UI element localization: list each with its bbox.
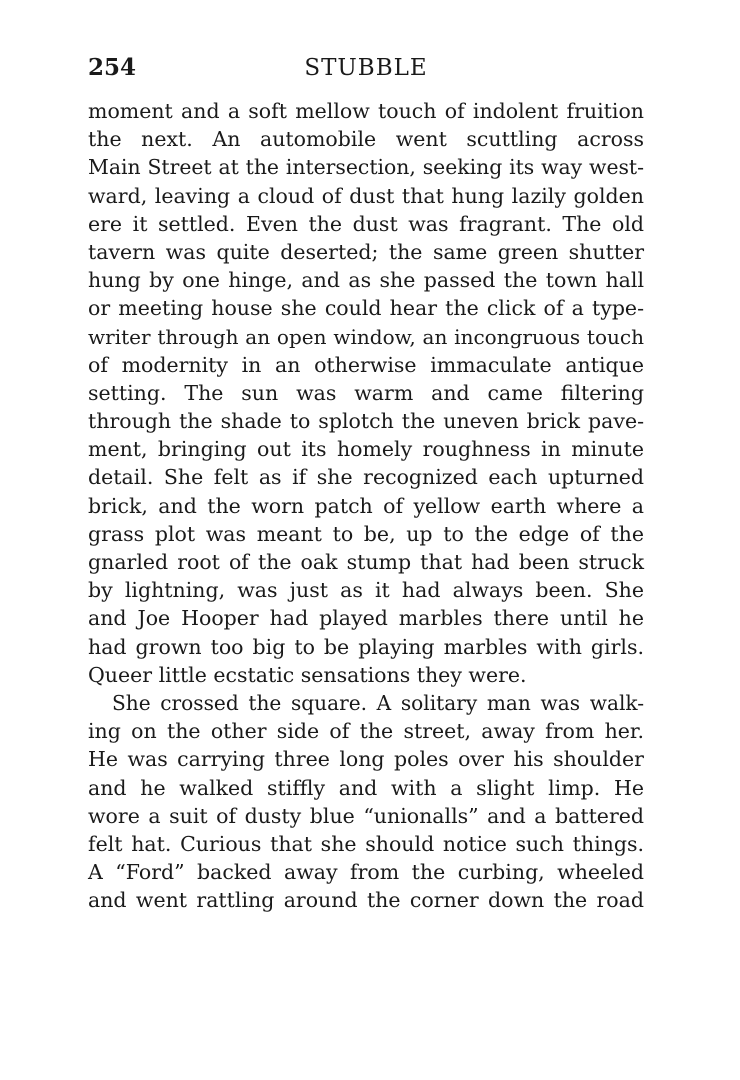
- text-line: setting. The sun was warm and came filtering: [88, 380, 644, 405]
- text-line: ward, leaving a cloud of dust that hung lazily golden: [88, 183, 644, 208]
- book-page: [88, 52, 644, 914]
- text-line: wore a suit of dusty blue “unionalls” and a battered: [88, 803, 644, 828]
- text-line: by lightning, was just as it had always been. She: [88, 578, 644, 603]
- body-text: [88, 97, 644, 914]
- text-line: A “Ford” backed away from the curbing, wheeled: [88, 860, 644, 885]
- text-line: moment and a soft mellow touch of indolent fruition: [88, 99, 644, 123]
- text-line: grass plot was meant to be, up to the edge of the: [88, 521, 644, 546]
- text-line: brick, and the worn patch of yellow earth where a: [88, 493, 644, 518]
- text-line: Queer little ecstatic sensations they were.: [88, 662, 527, 687]
- text-line: the next. An automobile went scuttling across: [88, 127, 644, 152]
- text-line: through the shade to splotch the uneven brick pave-: [88, 409, 644, 434]
- text-line: ing on the other side of the street, away from her.: [88, 719, 644, 744]
- text-line: He was carrying three long poles over his shoulder: [88, 747, 644, 772]
- text-line: and went rattling around the corner down the road: [88, 888, 644, 913]
- text-line: and he walked stiffly and with a slight limp. He: [88, 775, 644, 800]
- paragraph-1: [88, 97, 644, 689]
- text-line: Main Street at the intersection, seeking its way west-: [88, 155, 644, 180]
- text-line: detail. She felt as if she recognized each upturned: [88, 465, 644, 490]
- text-line: ment, bringing out its homely roughness in minute: [88, 437, 644, 462]
- text-line: hung by one hinge, and as she passed the town hall: [88, 268, 644, 293]
- text-line: gnarled root of the oak stump that had been struck: [88, 550, 644, 574]
- text-line: and Joe Hooper had played marbles there until he: [88, 606, 644, 631]
- text-line: tavern was quite deserted; the same green shutter: [88, 239, 644, 264]
- running-head: [88, 52, 644, 84]
- text-line: She crossed the square. A solitary man was walk-: [112, 690, 644, 715]
- text-line: felt hat. Curious that she should notice such things.: [88, 831, 644, 856]
- text-line: or meeting house she could hear the click of a type-: [88, 296, 644, 321]
- text-line: of modernity in an otherwise immaculate antique: [88, 352, 644, 377]
- text-line: writer through an open window, an incongruous touch: [88, 324, 644, 349]
- text-line: had grown too big to be playing marbles with girls.: [88, 634, 644, 659]
- paragraph-2: [88, 689, 644, 915]
- page-number: 254: [88, 54, 137, 81]
- text-line: ere it settled. Even the dust was fragrant. The old: [88, 211, 644, 236]
- running-title: STUBBLE: [304, 55, 428, 81]
